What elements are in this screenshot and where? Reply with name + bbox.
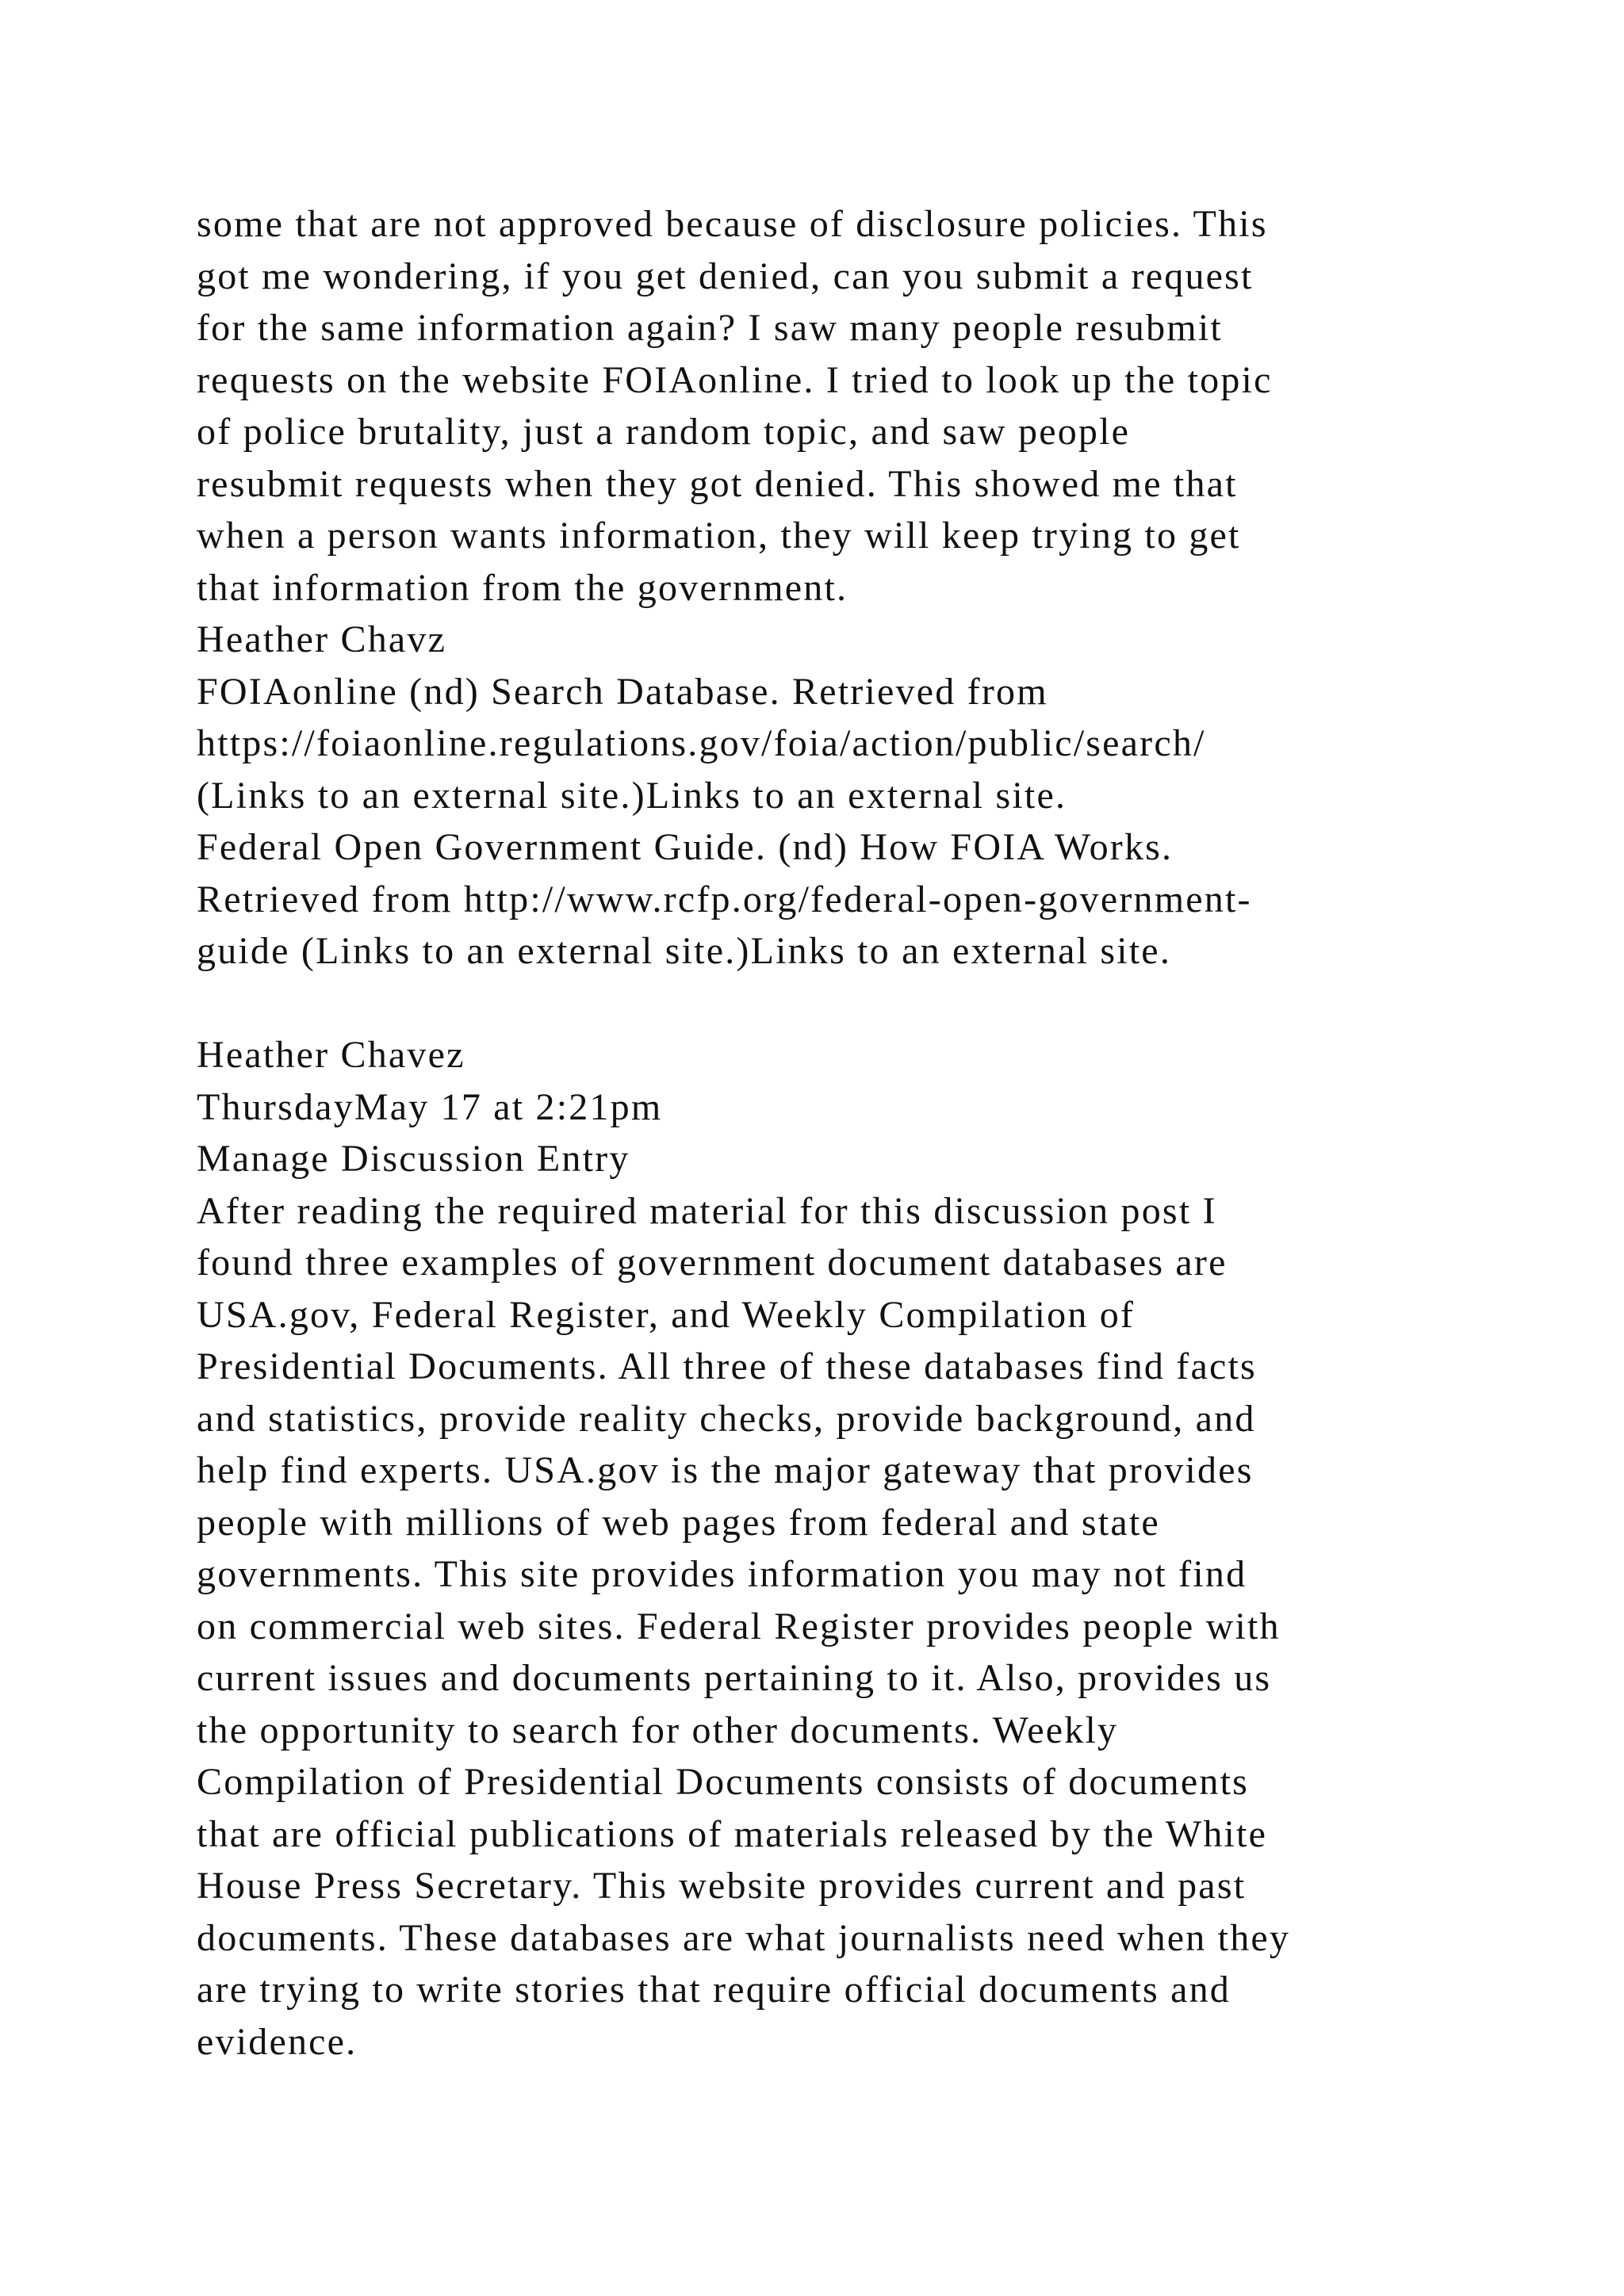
manage-discussion-entry-link[interactable]: Manage Discussion Entry xyxy=(197,1138,630,1180)
text-line: After reading the required material for this discussion post I xyxy=(197,1189,1217,1232)
text-line: Presidential Documents. All three of these databases find facts xyxy=(197,1345,1257,1387)
reference-line: FOIAonline (nd) Search Database. Retrieved from xyxy=(197,670,1048,713)
spacer xyxy=(197,978,1545,1030)
text-line: for the same information again? I saw many people resubmit xyxy=(197,307,1223,349)
text-line: Compilation of Presidential Documents consists of documents xyxy=(197,1761,1249,1803)
text-line: of police brutality, just a random topic, and saw people xyxy=(197,411,1131,453)
reference-link[interactable]: https://foiaonline.regulations.gov/foia/action/public/search/ xyxy=(197,722,1206,764)
reference-line: guide (Links to an external site.)Links to an external site. xyxy=(197,930,1172,972)
text-line: that are official publications of materials released by the White xyxy=(197,1812,1268,1855)
first-post-signature: Heather Chavz xyxy=(197,618,447,660)
post-author: Heather Chavez xyxy=(197,1034,465,1076)
text-line: that information from the government. xyxy=(197,566,848,609)
second-post-header xyxy=(197,1029,1545,1185)
text-line: USA.gov, Federal Register, and Weekly Compilation of xyxy=(197,1293,1136,1336)
text-line: people with millions of web pages from federal and state xyxy=(197,1501,1160,1544)
text-line: some that are not approved because of disclosure policies. This xyxy=(197,203,1268,245)
text-line: are trying to write stories that require official documents and xyxy=(197,1969,1231,2011)
reference-line: Federal Open Government Guide. (nd) How FOIA Works. xyxy=(197,826,1174,868)
text-line: got me wondering, if you get denied, can you submit a request xyxy=(197,254,1254,297)
references-list xyxy=(197,666,1545,978)
second-post-body xyxy=(197,1185,1545,2068)
reference-link[interactable]: Retrieved from http://www.rcfp.org/federal-open-government- xyxy=(197,878,1252,920)
reference-line: (Links to an external site.)Links to an external site. xyxy=(197,774,1067,817)
text-line: documents. These databases are what journalists need when they xyxy=(197,1916,1291,1959)
text-line: current issues and documents pertaining to it. Also, provides us xyxy=(197,1657,1272,1699)
text-line: governments. This site provides information you may not find xyxy=(197,1553,1247,1595)
text-line: on commercial web sites. Federal Register provides people with xyxy=(197,1605,1281,1647)
first-post-body xyxy=(197,198,1545,614)
post-timestamp: ThursdayMay 17 at 2:21pm xyxy=(197,1085,663,1128)
text-line: the opportunity to search for other documents. Weekly xyxy=(197,1709,1119,1751)
text-line: found three examples of government document databases are xyxy=(197,1242,1228,1284)
text-line: requests on the website FOIAonline. I tried to look up the topic xyxy=(197,358,1273,401)
text-line: House Press Secretary. This website provides current and past xyxy=(197,1865,1247,1907)
text-line: resubmit requests when they got denied. This showed me that xyxy=(197,462,1238,505)
text-line: evidence. xyxy=(197,2020,358,2063)
text-line: and statistics, provide reality checks, provide background, and xyxy=(197,1397,1256,1440)
document-text xyxy=(197,198,1545,2068)
text-line: when a person wants information, they will keep trying to get xyxy=(197,515,1241,557)
text-line: help find experts. USA.gov is the major gateway that provides xyxy=(197,1449,1254,1491)
